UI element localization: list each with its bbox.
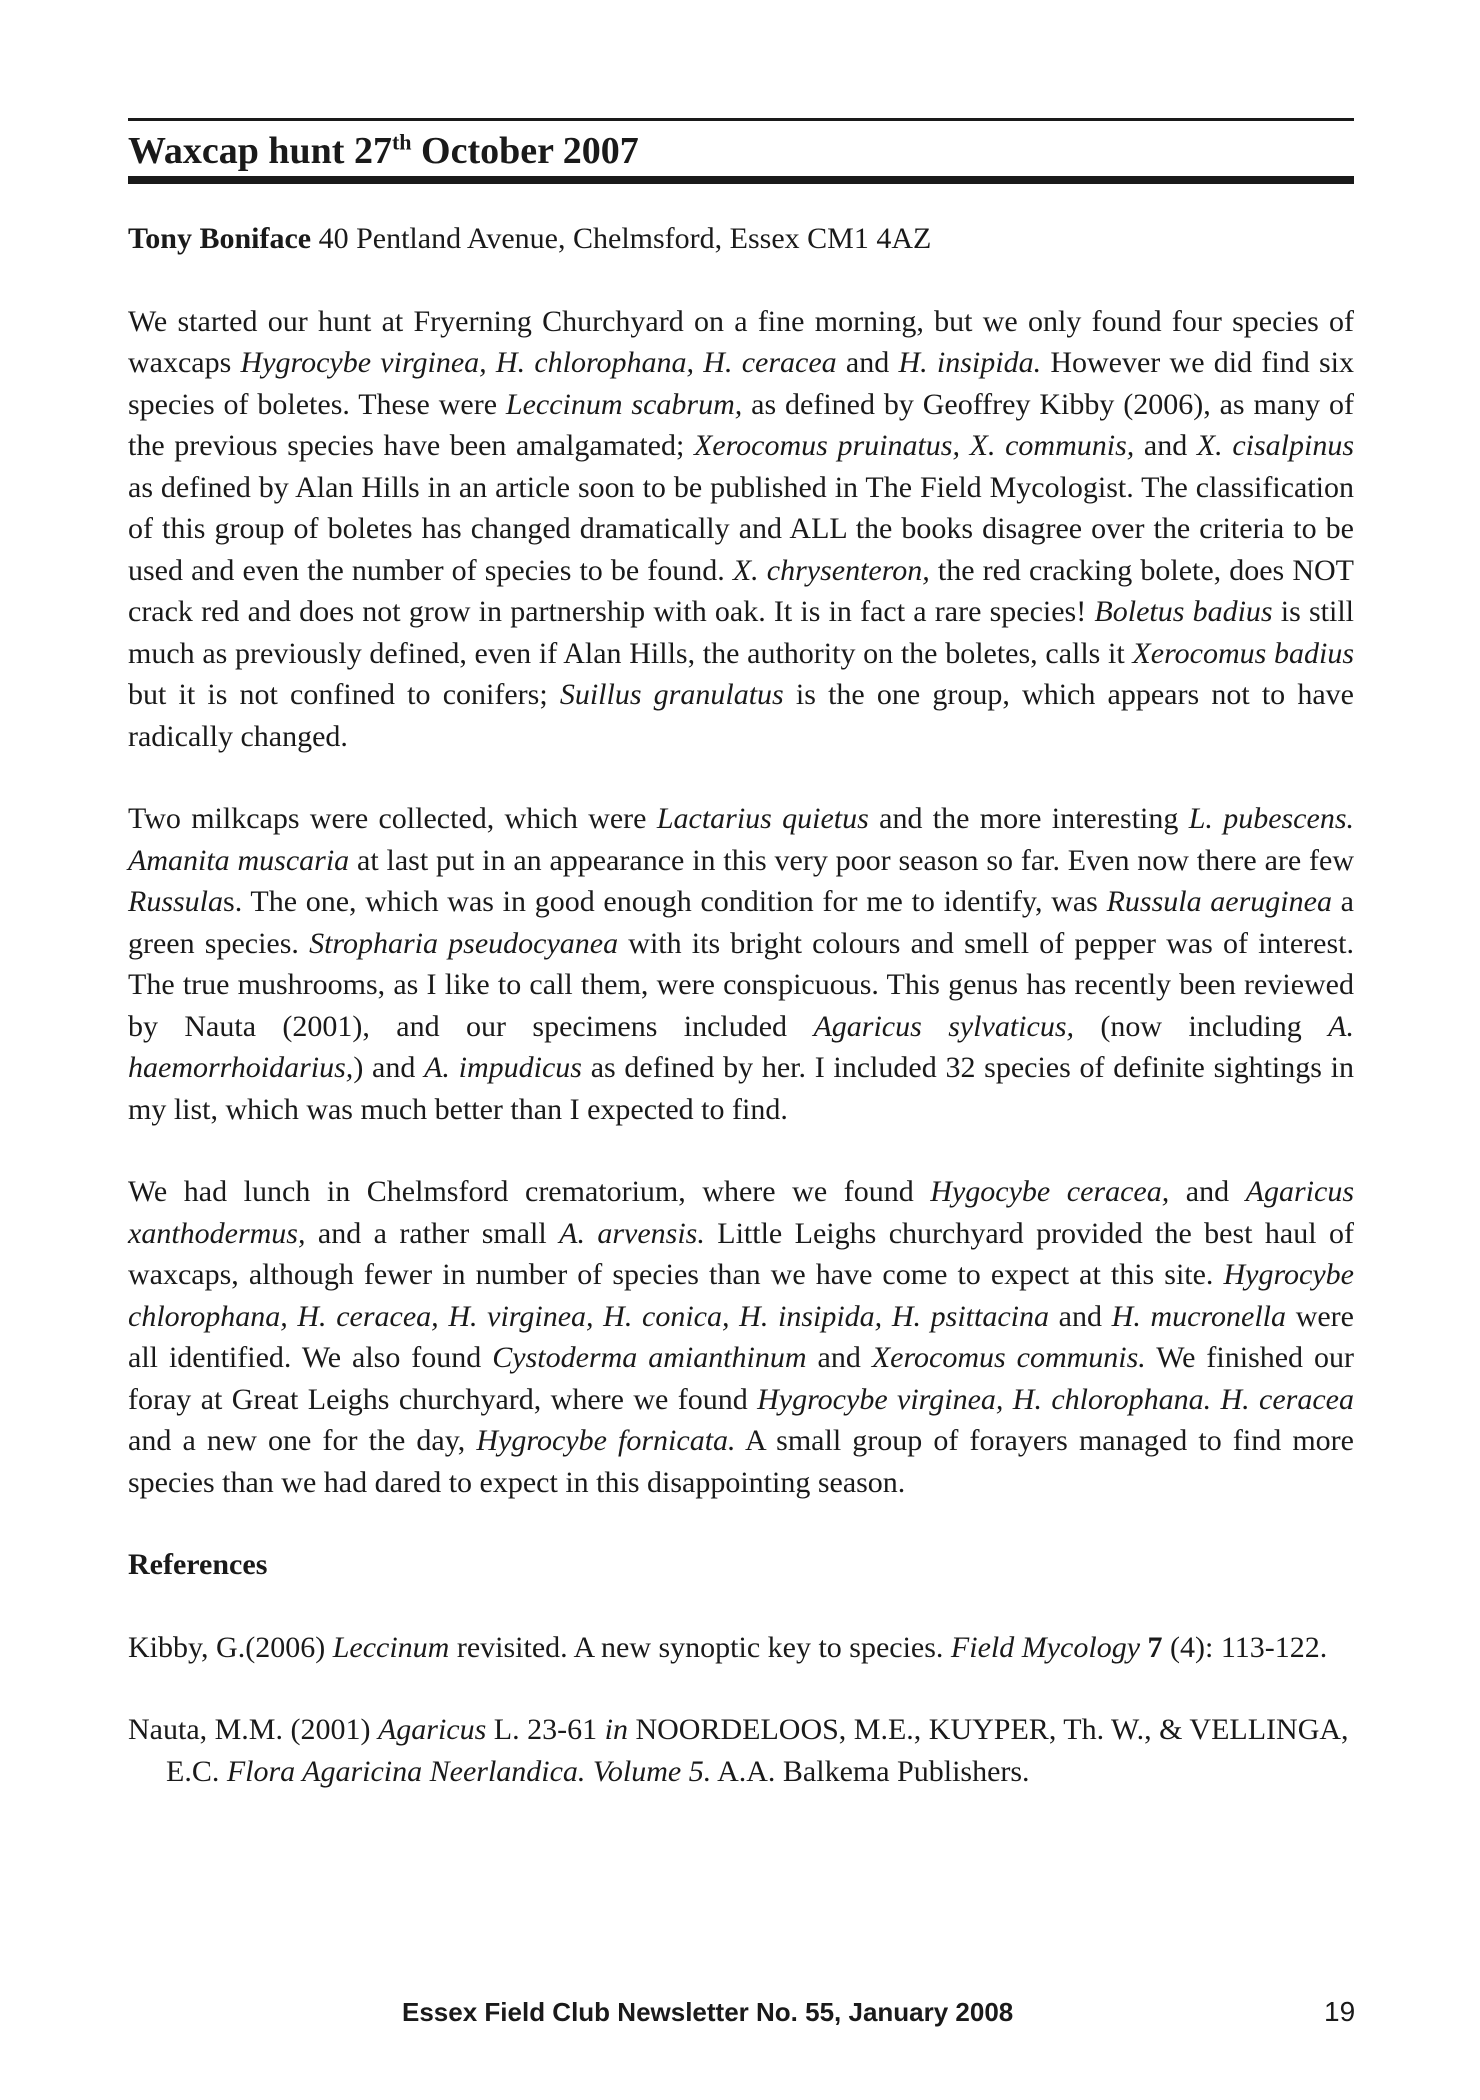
italic-text-run: Cystoderma amianthinum: [492, 1341, 807, 1374]
text-run: with its bright colours and smell of pepper was of interest. The true mushrooms, as I like to call them, were conspicuous. This genus has recently been reviewed by Nauta (2001), and our specimens included: [128, 926, 1354, 1043]
italic-text-run: Hygrocybe virginea, H. chlorophana, H. ceracea: [240, 346, 837, 379]
italic-text-run: Leccinum: [332, 1630, 450, 1664]
text-run: [1140, 1631, 1148, 1664]
text-run: ) and: [353, 1051, 425, 1084]
text-run: Kibby, G.(2006): [128, 1630, 333, 1664]
italic-text-run: H. mucronella: [1111, 1299, 1287, 1333]
italic-text-run: Xerocomus pruinatus, X. communis,: [693, 429, 1135, 462]
italic-text-run: Suillus granulatus: [559, 678, 784, 711]
text-run: and: [1049, 1299, 1112, 1333]
italic-text-run: Boletus badius: [1094, 595, 1273, 628]
italic-text-run: Russula aeruginea: [1106, 885, 1332, 918]
italic-text-run: Hygocybe ceracea,: [930, 1175, 1170, 1208]
text-run: We had lunch in Chelmsford crematorium, where we found: [128, 1175, 931, 1208]
title-text-end: October 2007: [411, 130, 639, 172]
references-heading: References: [128, 1548, 268, 1581]
italic-text-run: Xerocomus communis.: [871, 1341, 1146, 1374]
text-run: We finished our foray at Great Leighs churchyard, where we found: [128, 1341, 1355, 1416]
italic-text-run: L. pubescens. Amanita muscaria: [128, 802, 1354, 877]
text-run: and: [1134, 429, 1197, 462]
title-bottom-rule: [128, 176, 1354, 184]
text-run: is the one group, which appears not to have radically changed.: [128, 678, 1354, 753]
paragraph-2: [128, 798, 1354, 1130]
italic-text-run: Flora Agaricina Neerlandica. Volume 5.: [226, 1754, 712, 1788]
text-run: Little Leighs churchyard provided the best haul of waxcaps, although fewer in number of species than we have come to expect at this site.: [128, 1216, 1354, 1291]
text-run: is still much as previously defined, even if Alan Hills, the authority on the boletes, calls it: [128, 595, 1354, 670]
italic-text-run: Lactarius quietus: [656, 802, 869, 835]
text-run: A.A. Balkema Publishers.: [711, 1754, 1030, 1788]
text-run: (4): 113-122.: [1162, 1630, 1328, 1664]
italic-text-run: Field Mycology: [950, 1630, 1141, 1664]
italic-text-run: X. chrysenteron,: [732, 553, 930, 587]
text-run: Two milkcaps were collected, which were: [128, 802, 657, 835]
page-number: 19: [1324, 1996, 1356, 2027]
italic-text-run: Hygrocybe fornicata.: [476, 1424, 736, 1457]
text-run: L. 23-61: [486, 1713, 605, 1746]
title-top-rule: [128, 118, 1354, 121]
text-run: (now including: [1074, 1009, 1329, 1043]
italic-text-run: Xerocomus badius: [1132, 636, 1354, 670]
title-ordinal-suffix: th: [391, 129, 412, 155]
article-body: [128, 218, 1354, 1833]
text-run: Nauta, M.M. (2001): [128, 1713, 378, 1746]
author-name: Tony Boniface: [128, 222, 312, 255]
text-run: as defined by Geoffrey Kibby (2006), as many of the previous species have been amalgamated;: [128, 387, 1354, 462]
text-run: as defined by her. I included 32 species of definite sightings in my list, which was much better than I expected to find.: [128, 1051, 1355, 1126]
italic-text-run: Agaricus: [377, 1713, 487, 1746]
italic-text-run: Stropharia pseudocyanea: [309, 926, 619, 960]
italic-text-run: Russula: [128, 885, 224, 918]
footer-publication: Essex Field Club Newsletter No. 55, January 2008: [402, 1997, 1014, 2027]
text-run: were all identified. We also found: [128, 1299, 1354, 1374]
italic-text-run: Hygrocybe chlorophana, H. ceracea, H. virginea, H. conica, H. insipida, H. psittacina: [128, 1258, 1354, 1333]
italic-text-run: Hygrocybe virginea, H. chlorophana. H. ceracea: [757, 1382, 1354, 1416]
text-run: and the more interesting: [868, 802, 1189, 835]
italic-text-run: Agaricus sylvaticus,: [813, 1009, 1074, 1043]
text-run: A small group of forayers managed to find more species than we had dared to expect in this disappointing season.: [128, 1424, 1354, 1499]
text-run: We started our hunt at Fryerning Churchyard on a fine morning, but we only found four species of waxcaps: [128, 304, 1354, 379]
text-run: the red cracking bolete, does NOT crack red and does not grow in partnership with oak. It is in fact a rare species!: [128, 553, 1354, 628]
italic-text-run: Leccinum scabrum,: [505, 387, 743, 421]
paragraph-1: [128, 301, 1354, 758]
text-run: s. The one, which was in good enough condition for me to identify, was: [223, 885, 1107, 918]
italic-text-run: A. impudicus: [424, 1051, 582, 1084]
reference-item: [128, 1627, 1354, 1669]
article-title: [128, 128, 639, 174]
bold-text-run: 7: [1147, 1630, 1163, 1664]
italic-text-run: Agaricus xanthodermus,: [128, 1175, 1354, 1250]
title-text: Waxcap hunt 27: [128, 130, 392, 172]
paragraph-3: [128, 1171, 1354, 1503]
text-run: and: [806, 1341, 872, 1374]
text-run: a green species.: [128, 885, 1354, 960]
text-run: at last put in an appearance in this very poor season so far. Even now there are few: [349, 843, 1355, 877]
text-run: and a rather small: [305, 1216, 560, 1250]
text-run: However we did find six species of boletes. These were: [128, 346, 1354, 421]
author-line: [128, 218, 1354, 260]
text-run: revisited. A new synoptic key to species.: [449, 1630, 951, 1664]
italic-text-run: A. haemorrhoidarius,: [128, 1009, 1354, 1084]
italic-text-run: A. arvensis.: [559, 1216, 705, 1250]
text-run: and a new one for the day,: [128, 1424, 477, 1457]
text-run: NOORDELOOS, M.E., KUYPER, Th. W., & VELLINGA, E.C.: [166, 1713, 1349, 1788]
italic-text-run: X. cisalpinus: [1196, 429, 1354, 462]
reference-item: [128, 1709, 1354, 1792]
italic-text-run: in: [604, 1713, 628, 1746]
text-run: and: [836, 346, 899, 379]
text-run: and: [1169, 1175, 1246, 1208]
text-run: as defined by Alan Hills in an article soon to be published in The Field Mycologist. The classification of this group of boletes has changed dramatically and ALL the books disagree over the criteria to be used and even the number of species to be found.: [128, 470, 1354, 587]
text-run: but it is not confined to conifers;: [128, 678, 560, 711]
author-address: 40 Pentland Avenue, Chelmsford, Essex CM1 4AZ: [311, 222, 932, 255]
italic-text-run: H. insipida.: [898, 346, 1042, 379]
